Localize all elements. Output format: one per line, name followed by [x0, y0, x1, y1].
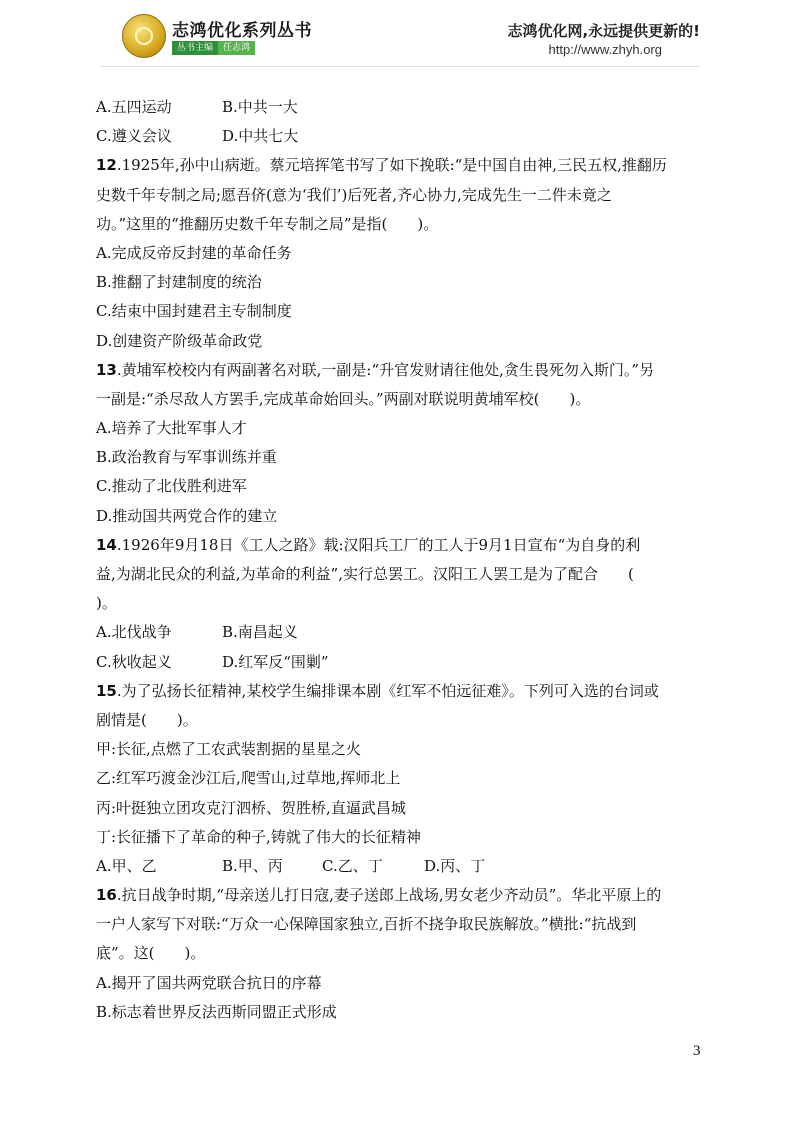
q13-option-b: B.政治教育与军事训练并重	[96, 448, 277, 467]
q14-options-row-2	[96, 648, 708, 677]
q15-stem-line-2: 剧情是( )。	[96, 710, 198, 729]
q14-option-c: C.秋收起义	[96, 652, 172, 671]
site-url-link[interactable]: http://www.zhyh.org	[548, 42, 662, 57]
q11-option-a: A.五四运动	[96, 98, 172, 116]
q12-stem-line-3: 功。”这里的“推翻历史数千年专制之局”是指( )。	[96, 214, 439, 233]
q16-option-a: A.揭开了国共两党联合抗日的序幕	[96, 973, 322, 992]
site-slogan: 志鸿优化网,永远提供更新的!	[507, 22, 700, 40]
q15-item-bing: 丙:叶挺独立团攻克汀泗桥、贺胜桥,直逼武昌城	[96, 798, 406, 817]
series-title: 志鸿优化系列丛书	[172, 21, 312, 41]
q14-number: 14	[96, 535, 117, 554]
editor-label: 丛书主编	[172, 41, 218, 55]
q16-stem-line-2: 一户人家写下对联:“万众一心保障国家独立,百折不挠争取民族解放。”横批:“抗战到	[96, 915, 637, 934]
q15-item-yi: 乙:红军巧渡金沙江后,爬雪山,过草地,挥师北上	[96, 769, 401, 788]
q13-option-a: A.培养了大批军事人才	[96, 419, 247, 438]
q13-number: 13	[96, 360, 117, 379]
q15-item-jia: 甲:长征,点燃了工农武装割据的星星之火	[96, 740, 361, 759]
q13-option-c: C.推动了北伐胜利进军	[96, 477, 247, 496]
q12-option-d: D.创建资产阶级革命政党	[96, 331, 263, 350]
editor-credit	[172, 41, 255, 55]
q15-number: 15	[96, 681, 117, 700]
q12-option-a: A.完成反帝反封建的革命任务	[96, 243, 292, 262]
q14-option-a: A.北伐战争	[96, 623, 172, 642]
q15-options-row	[96, 852, 708, 881]
q14-option-b: B.南昌起义	[222, 623, 298, 642]
q14-stem-line-1: 14.1926年9月18日《工人之路》载:汉阳兵工厂的工人于9月1日宣布“为自身的利	[96, 535, 641, 554]
q13-option-d: D.推动国共两党合作的建立	[96, 506, 278, 525]
q14-stem-line-3: )。	[96, 594, 117, 613]
q16-stem-line-3: 底”。这( )。	[96, 944, 206, 963]
q14-options-row-1	[96, 618, 708, 647]
q15-item-ding: 丁:长征播下了革命的种子,铸就了伟大的长征精神	[96, 827, 421, 846]
q12-stem-line-2: 史数千年专制之局;愿吾侪(意为‘我们’)后死者,齐心协力,完成先生一二件未竟之	[96, 185, 612, 204]
q15-option-c: C.乙、丁	[322, 856, 383, 875]
q11-option-b: B.中共一大	[222, 98, 298, 116]
header-divider	[100, 66, 700, 67]
series-logo-icon	[122, 14, 166, 58]
q12-stem-line-1: 12.1925年,孙中山病逝。蔡元培挥笔书写了如下挽联:“是中国自由神,三民五权,推翻历	[96, 156, 667, 175]
q13-stem-line-2: 一副是:“杀尽敌人方罢手,完成革命始回头。”两副对联说明黄埔军校( )。	[96, 389, 591, 408]
q11-options-row-1	[96, 93, 708, 122]
q15-stem-line-1: 15.为了弘扬长征精神,某校学生编排课本剧《红军不怕远征难》。下列可入选的台词或	[96, 681, 659, 700]
q14-option-d: D.红军反“围剿”	[222, 652, 329, 671]
page-number: 3	[693, 1043, 701, 1059]
q11-options-row-2	[96, 122, 708, 151]
q16-stem-line-1: 16.抗日战争时期,“母亲送儿打日寇,妻子送郎上战场,男女老少齐动员”。华北平原上的	[96, 886, 662, 905]
q16-number: 16	[96, 886, 117, 905]
page-header	[0, 0, 800, 70]
q15-option-d: D.丙、丁	[424, 856, 486, 875]
q13-stem-line-1: 13.黄埔军校校内有两副著名对联,一副是:“升官发财请往他处,贪生畏死勿入斯门。”另	[96, 360, 655, 379]
question-content	[96, 93, 708, 1027]
q12-option-b: B.推翻了封建制度的统治	[96, 273, 262, 292]
q12-option-c: C.结束中国封建君主专制制度	[96, 302, 292, 321]
q15-option-a: A.甲、乙	[96, 856, 157, 875]
q14-stem-line-2: 益,为湖北民众的利益,为革命的利益”,实行总罢工。汉阳工人罢工是为了配合 (	[96, 565, 634, 583]
q15-option-b: B.甲、丙	[222, 856, 283, 875]
q11-option-c: C.遵义会议	[96, 127, 172, 146]
q12-number: 12	[96, 156, 117, 175]
editor-name: 任志鸿	[218, 41, 255, 55]
q16-option-b: B.标志着世界反法西斯同盟正式形成	[96, 1002, 337, 1021]
q11-option-d: D.中共七大	[222, 127, 299, 146]
